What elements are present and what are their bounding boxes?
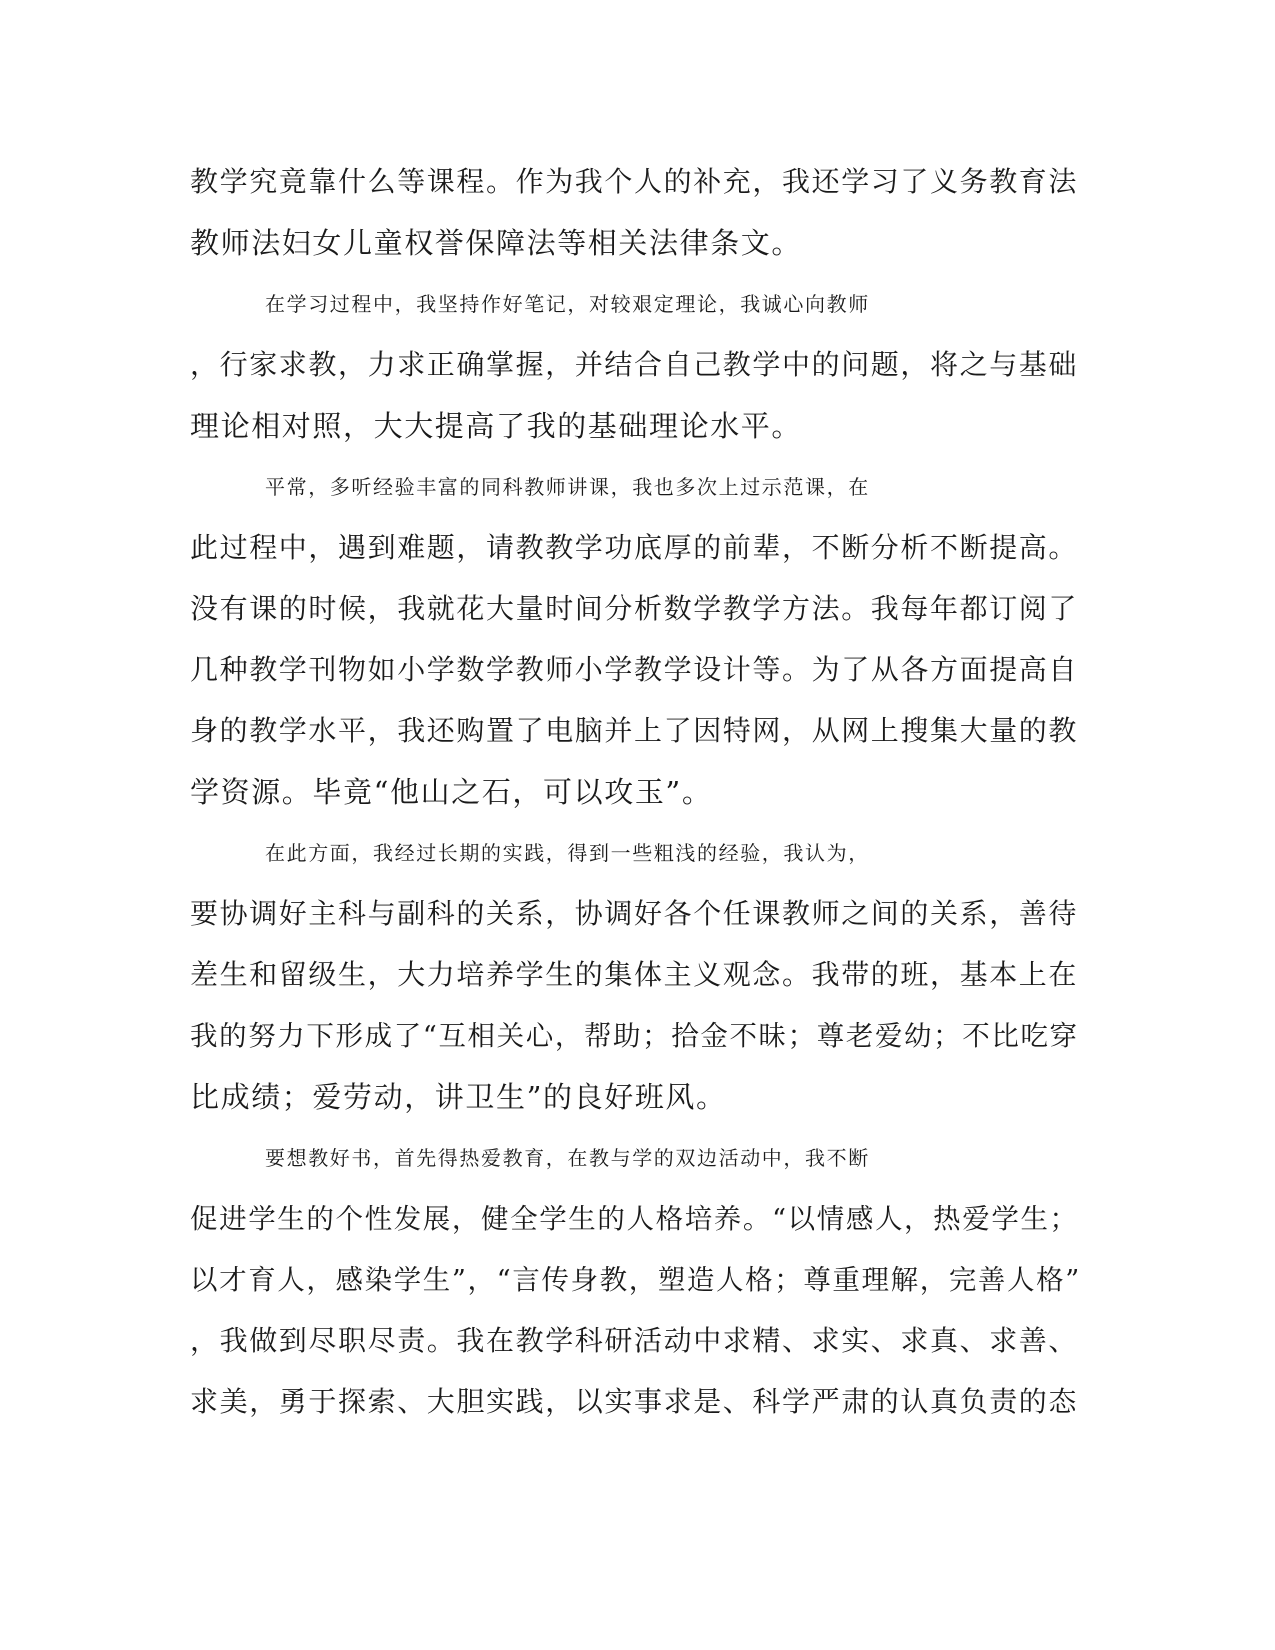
text-line: 在学习过程中，我坚持作好笔记，对较艰定理论，我诚心向教师	[265, 292, 870, 316]
text-line: 差生和留级生，大力培养学生的集体主义观念。我带的班，基本上在	[190, 958, 1079, 991]
text-line: 我的努力下形成了“互相关心，帮助；拾金不昧；尊老爱幼；不比吃穿	[190, 1020, 1079, 1052]
text-line: 在此方面，我经过长期的实践，得到一些粗浅的经验，我认为，	[265, 841, 870, 865]
text-line: 教师法妇女儿童权誉保障法等相关法律条文。	[190, 226, 803, 260]
text-line: 没有课的时候，我就花大量时间分析数学教学方法。我每年都订阅了	[190, 592, 1079, 625]
text-line: ，我做到尽职尽责。我在教学科研活动中求精、求实、求真、求善、	[190, 1324, 1079, 1357]
text-line: 理论相对照，大大提高了我的基础理论水平。	[190, 409, 803, 443]
text-line: 几种教学刊物如小学数学教师小学教学设计等。为了从各方面提高自	[190, 653, 1079, 686]
text-line: 求美，勇于探索、大胆实践，以实事求是、科学严肃的认真负责的态	[190, 1385, 1079, 1418]
text-line: 比成绩；爱劳动，讲卫生”的良好班风。	[190, 1080, 727, 1114]
text-line: 教学究竟靠什么等课程。作为我个人的补充，我还学习了义务教育法	[190, 165, 1079, 198]
text-line: 身的教学水平，我还购置了电脑并上了因特网，从网上搜集大量的教	[190, 714, 1079, 747]
text-line: 此过程中，遇到难题，请教教学功底厚的前辈，不断分析不断提高。	[190, 531, 1079, 564]
text-line: 要想教好书，首先得热爱教育，在教与学的双边活动中，我不断	[265, 1146, 870, 1170]
text-line: ，行家求教，力求正确掌握，并结合自己教学中的问题，将之与基础	[190, 348, 1079, 381]
text-line: 平常，多听经验丰富的同科教师讲课，我也多次上过示范课，在	[265, 475, 870, 499]
body-text	[190, 164, 1090, 1445]
text-line: 学资源。毕竟“他山之石，可以攻玉”。	[190, 775, 713, 809]
text-line: 促进学生的个性发展，健全学生的人格培养。“以情感人，热爱学生；	[190, 1203, 1079, 1235]
text-line: 要协调好主科与副科的关系，协调好各个任课教师之间的关系，善待	[190, 897, 1079, 930]
text-line: 以才育人，感染学生”，“言传身教，塑造人格；尊重理解，完善人格”	[190, 1264, 1081, 1296]
